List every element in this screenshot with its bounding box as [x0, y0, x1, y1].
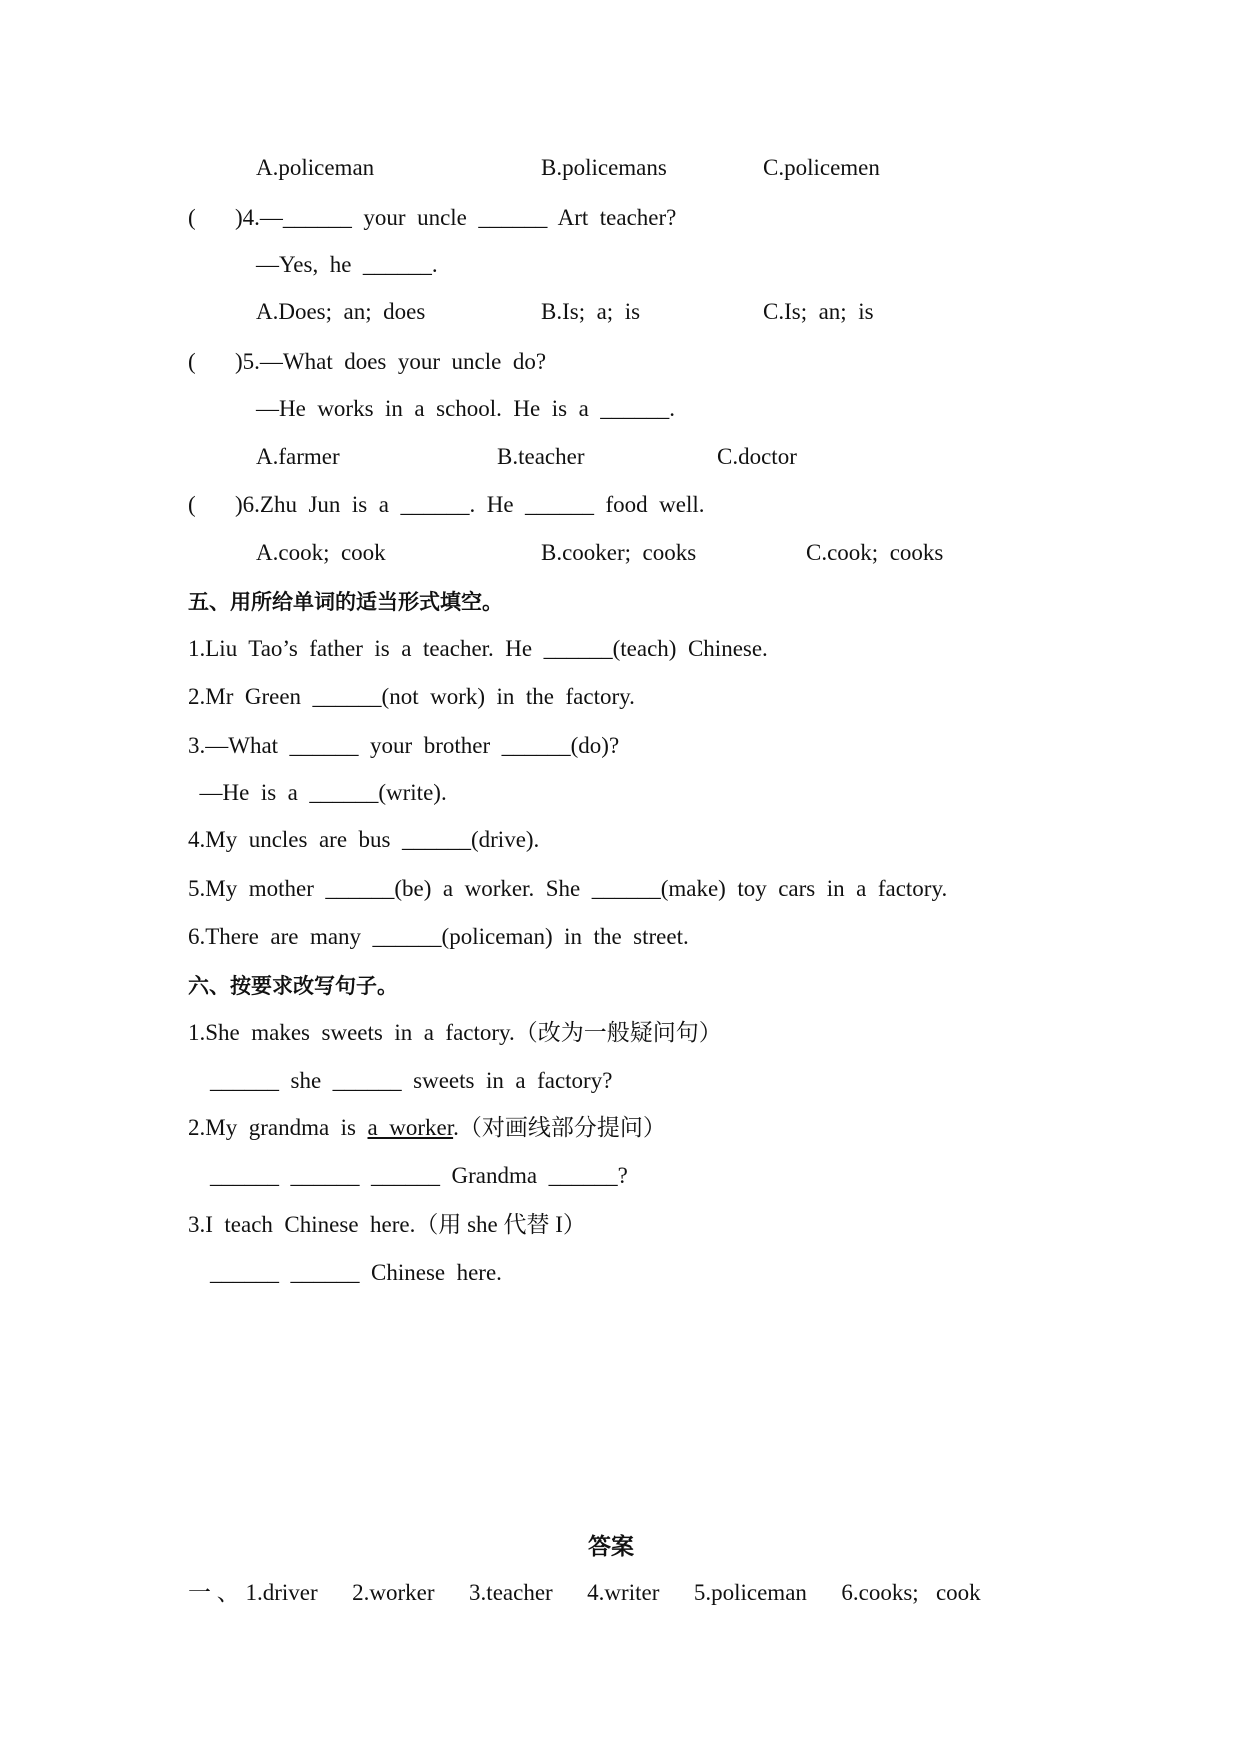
- q6-option-a: A.cook; cook: [256, 540, 386, 565]
- s6-answer-1: ______ she ______ sweets in a factory?: [210, 1068, 613, 1093]
- s6-sentence-2: [188, 1114, 666, 1142]
- q4-paren: (: [188, 205, 196, 230]
- q4-option-b: B.Is; a; is: [541, 299, 641, 324]
- q6-paren: (: [188, 492, 196, 517]
- q5-reply: —He works in a school. He is a ______.: [256, 396, 676, 421]
- s5-item: 5.My mother ______(be) a worker. She ______(make) toy cars in a factory.: [188, 876, 948, 901]
- q4-reply: —Yes, he ______.: [256, 252, 438, 277]
- s5-item: 1.Liu Tao’s father is a teacher. He ______(teach) Chinese.: [188, 636, 768, 661]
- s6-answer-2: ______ ______ ______ Grandma ______?: [210, 1163, 628, 1188]
- s6-answer-3: ______ ______ Chinese here.: [210, 1260, 502, 1285]
- s6-s2-pre: 2.My grandma is: [188, 1115, 368, 1140]
- q5-option-a: A.farmer: [256, 444, 340, 469]
- s5-item: 2.Mr Green ______(not work) in the factory.: [188, 684, 635, 709]
- q4-option-c: C.Is; an; is: [763, 299, 874, 324]
- q5-paren: (: [188, 349, 196, 374]
- s6-s2-post: .（对画线部分提问）: [453, 1115, 666, 1140]
- q3-option-a: A.policeman: [256, 155, 375, 180]
- answers-title: 答案: [588, 1534, 634, 1560]
- s5-item: 6.There are many ______(policeman) in the street.: [188, 924, 689, 949]
- q4-option-a: A.Does; an; does: [256, 299, 426, 324]
- q6-option-b: B.cooker; cooks: [541, 540, 697, 565]
- s5-item: 3.—What ______ your brother ______(do)?: [188, 733, 620, 758]
- q5-stem: )5.—What does your uncle do?: [235, 349, 547, 374]
- s5-item: 4.My uncles are bus ______(drive).: [188, 827, 540, 852]
- q6-stem: )6.Zhu Jun is a ______. He ______ food well.: [235, 492, 705, 517]
- section6-heading: 六、按要求改写句子。: [188, 974, 398, 998]
- s5-item: —He is a ______(write).: [188, 780, 447, 805]
- s6-s2-underlined: a worker: [367, 1115, 454, 1140]
- q5-option-b: B.teacher: [497, 444, 585, 469]
- q3-option-c: C.policemen: [763, 155, 880, 180]
- s6-sentence-1: 1.She makes sweets in a factory.（改为一般疑问句）: [188, 1020, 722, 1045]
- q5-option-c: C.doctor: [717, 444, 797, 469]
- section5-heading: 五、用所给单词的适当形式填空。: [188, 590, 503, 614]
- q3-option-b: B.policemans: [541, 155, 667, 180]
- answers-line-1: 一 、 1.driver 2.worker 3.teacher 4.writer 5.policeman 6.cooks; cook: [188, 1580, 981, 1605]
- q4-stem: )4.—______ your uncle ______ Art teacher?: [235, 205, 677, 230]
- q6-option-c: C.cook; cooks: [806, 540, 944, 565]
- s6-sentence-3: 3.I teach Chinese here.（用 she 代替 I）: [188, 1212, 586, 1237]
